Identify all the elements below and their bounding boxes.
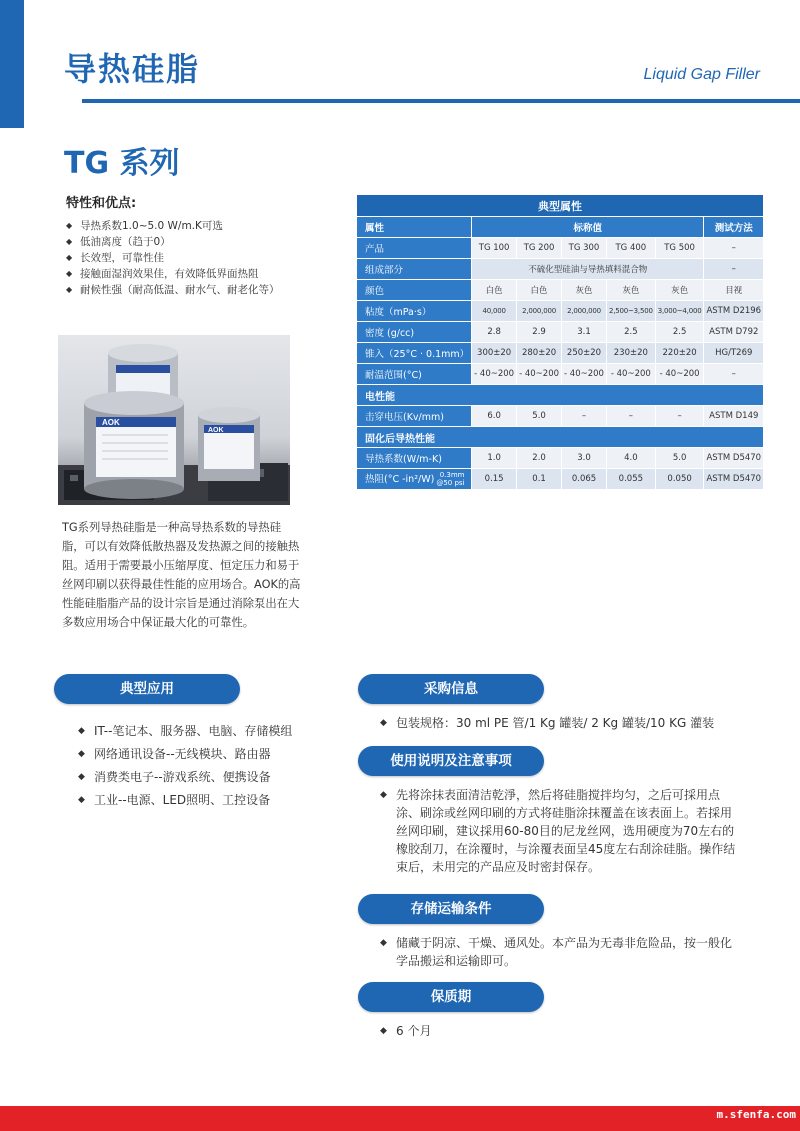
header-method: 测试方法 <box>704 217 764 238</box>
bullet-diamond-icon: ◆ <box>66 269 73 278</box>
bullet-diamond-icon: ◆ <box>380 938 387 948</box>
table-row: 粘度（mPa·s） 40,000 2,000,000 2,000,000 2,500~3,500 3,000~4,000 ASTM D2196 <box>357 301 764 322</box>
page-subtitle: Liquid Gap Filler <box>643 66 760 83</box>
bullet-diamond-icon: ◆ <box>78 749 85 759</box>
bullet-diamond-icon: ◆ <box>66 237 73 246</box>
table-row: 导热系数(W/m-K) 1.0 2.0 3.0 4.0 5.0 ASTM D5470 <box>357 448 764 469</box>
series-title: TG 系列 <box>64 146 180 181</box>
features-heading: 特性和优点: <box>66 196 137 211</box>
table-row: 击穿电压(Kv/mm) 6.0 5.0 – – – ASTM D149 <box>357 406 764 427</box>
list-item: ◆ 网络通讯设备--无线模块、路由器 <box>78 743 292 766</box>
typical-properties-table <box>356 194 764 490</box>
table-row: 热阻(°C -in²/W) 0.3mm @50 psi 0.15 0.1 0.065 0.055 0.050 ASTM D5470 <box>357 469 764 490</box>
header-property: 属性 <box>357 217 472 238</box>
table-row: 组成部分 不硫化型硅油与导热填料混合物 – <box>357 259 764 280</box>
usage-text: ◆ 先将涂抹表面清洁乾淨，然后将硅脂搅拌均匀，之后可採用点涂、刷涂或丝网印刷的方式将硅脂涂抹覆盖在该表面上。若採用丝网印刷，建议採用60-80目的尼龙丝网，选用硬度为70左右的橡胶刮刀，在涂覆时，与涂覆表面呈45度左右刮涂硅脂。操作结束后，未用完的产品应及时密封保存。 <box>380 788 736 874</box>
bullet-diamond-icon: ◆ <box>78 726 85 736</box>
left-accent-bar <box>0 0 24 128</box>
table-row: 产品 TG 100 TG 200 TG 300 TG 400 TG 500 – <box>357 238 764 259</box>
table-title: 典型属性 <box>357 195 764 217</box>
bullet-diamond-icon: ◆ <box>78 795 85 805</box>
applications-heading: 典型应用 <box>54 674 240 704</box>
footer-url: m.sfenfa.com <box>716 1108 796 1121</box>
list-item: ◆ 接触面湿润效果佳，有效降低界面热阻 <box>66 268 259 280</box>
table-section-row <box>357 427 764 448</box>
list-item: ◆ 工业--电源、LED照明、工控设备 <box>78 789 292 812</box>
page-title: 导热硅脂 <box>64 50 201 88</box>
list-item: ◆ 耐候性强（耐高低温、耐水气、耐老化等） <box>66 284 280 296</box>
shelf-life-heading: 保质期 <box>358 982 544 1012</box>
bullet-diamond-icon: ◆ <box>380 718 387 728</box>
bullet-diamond-icon: ◆ <box>66 253 73 262</box>
list-item: ◆ 低油离度（趋于0） <box>66 236 171 248</box>
header-divider <box>82 99 800 103</box>
shelf-life-text: ◆ 6 个月 <box>380 1024 432 1038</box>
section-electrical: 电性能 <box>357 385 764 406</box>
product-photo <box>58 335 290 505</box>
table-row: 密度 (g/cc) 2.8 2.9 3.1 2.5 2.5 ASTM D792 <box>357 322 764 343</box>
small-can-brand-label: AOK <box>208 427 224 434</box>
table-section-row <box>357 385 764 406</box>
resistance-condition: 0.3mm @50 psi <box>436 471 465 488</box>
section-thermal: 固化后导热性能 <box>357 427 764 448</box>
header-nominal: 标称值 <box>472 217 704 238</box>
bullet-diamond-icon: ◆ <box>66 285 73 294</box>
bullet-diamond-icon: ◆ <box>66 221 73 230</box>
footer-bar <box>0 1106 800 1131</box>
storage-text: ◆ 储藏于阴凉、干燥、通风处。本产品为无毒非危险品，按一般化学品搬运和运输即可。 <box>380 936 733 968</box>
list-item: ◆ 消费类电子--游戏系统、便携设备 <box>78 766 292 789</box>
features-list <box>66 218 280 298</box>
table-row: 颜色 白色 白色 灰色 灰色 灰色 目视 <box>357 280 764 301</box>
bullet-diamond-icon: ◆ <box>380 1026 387 1036</box>
table-row: 锥入（25°C · 0.1mm） 300±20 280±20 250±20 230±20 220±20 HG/T269 <box>357 343 764 364</box>
product-description: TG系列导热硅脂是一种高导热系数的导热硅脂，可以有效降低散热器及发热源之间的接触热阻。适用于需要最小压缩厚度、恒定压力和易于丝网印刷以获得最佳性能的应用场合。AOK的高性能硅脂脂产品的设计宗旨是通过消除泵出在大多数应用场合中保证最大化的可靠性。 <box>62 521 301 629</box>
product-cans-illustration <box>58 335 290 505</box>
thermal-resistance-label: 热阻(°C -in²/W) 0.3mm @50 psi <box>357 469 472 490</box>
list-item: ◆ 导热系数1.0~5.0 W/m.K可选 <box>66 220 223 232</box>
table-title-row <box>357 195 764 217</box>
bullet-diamond-icon: ◆ <box>78 772 85 782</box>
table-row: 耐温范围(°C) - 40~200 - 40~200 - 40~200 - 40~200 - 40~200 – <box>357 364 764 385</box>
can-brand-label: AOK <box>102 418 120 427</box>
usage-heading: 使用说明及注意事项 <box>358 746 544 776</box>
storage-heading: 存储运输条件 <box>358 894 544 924</box>
purchase-heading: 采购信息 <box>358 674 544 704</box>
purchase-text: ◆ 包装规格：30 ml PE 管/1 Kg 罐装/ 2 Kg 罐装/10 KG 灌装 <box>380 716 715 730</box>
list-item: ◆ 长效型，可靠性佳 <box>66 252 164 264</box>
table-header-row <box>357 217 764 238</box>
applications-list <box>78 720 292 812</box>
bullet-diamond-icon: ◆ <box>380 790 387 800</box>
list-item: ◆ IT--笔记本、服务器、电脑、存储模组 <box>78 720 292 743</box>
